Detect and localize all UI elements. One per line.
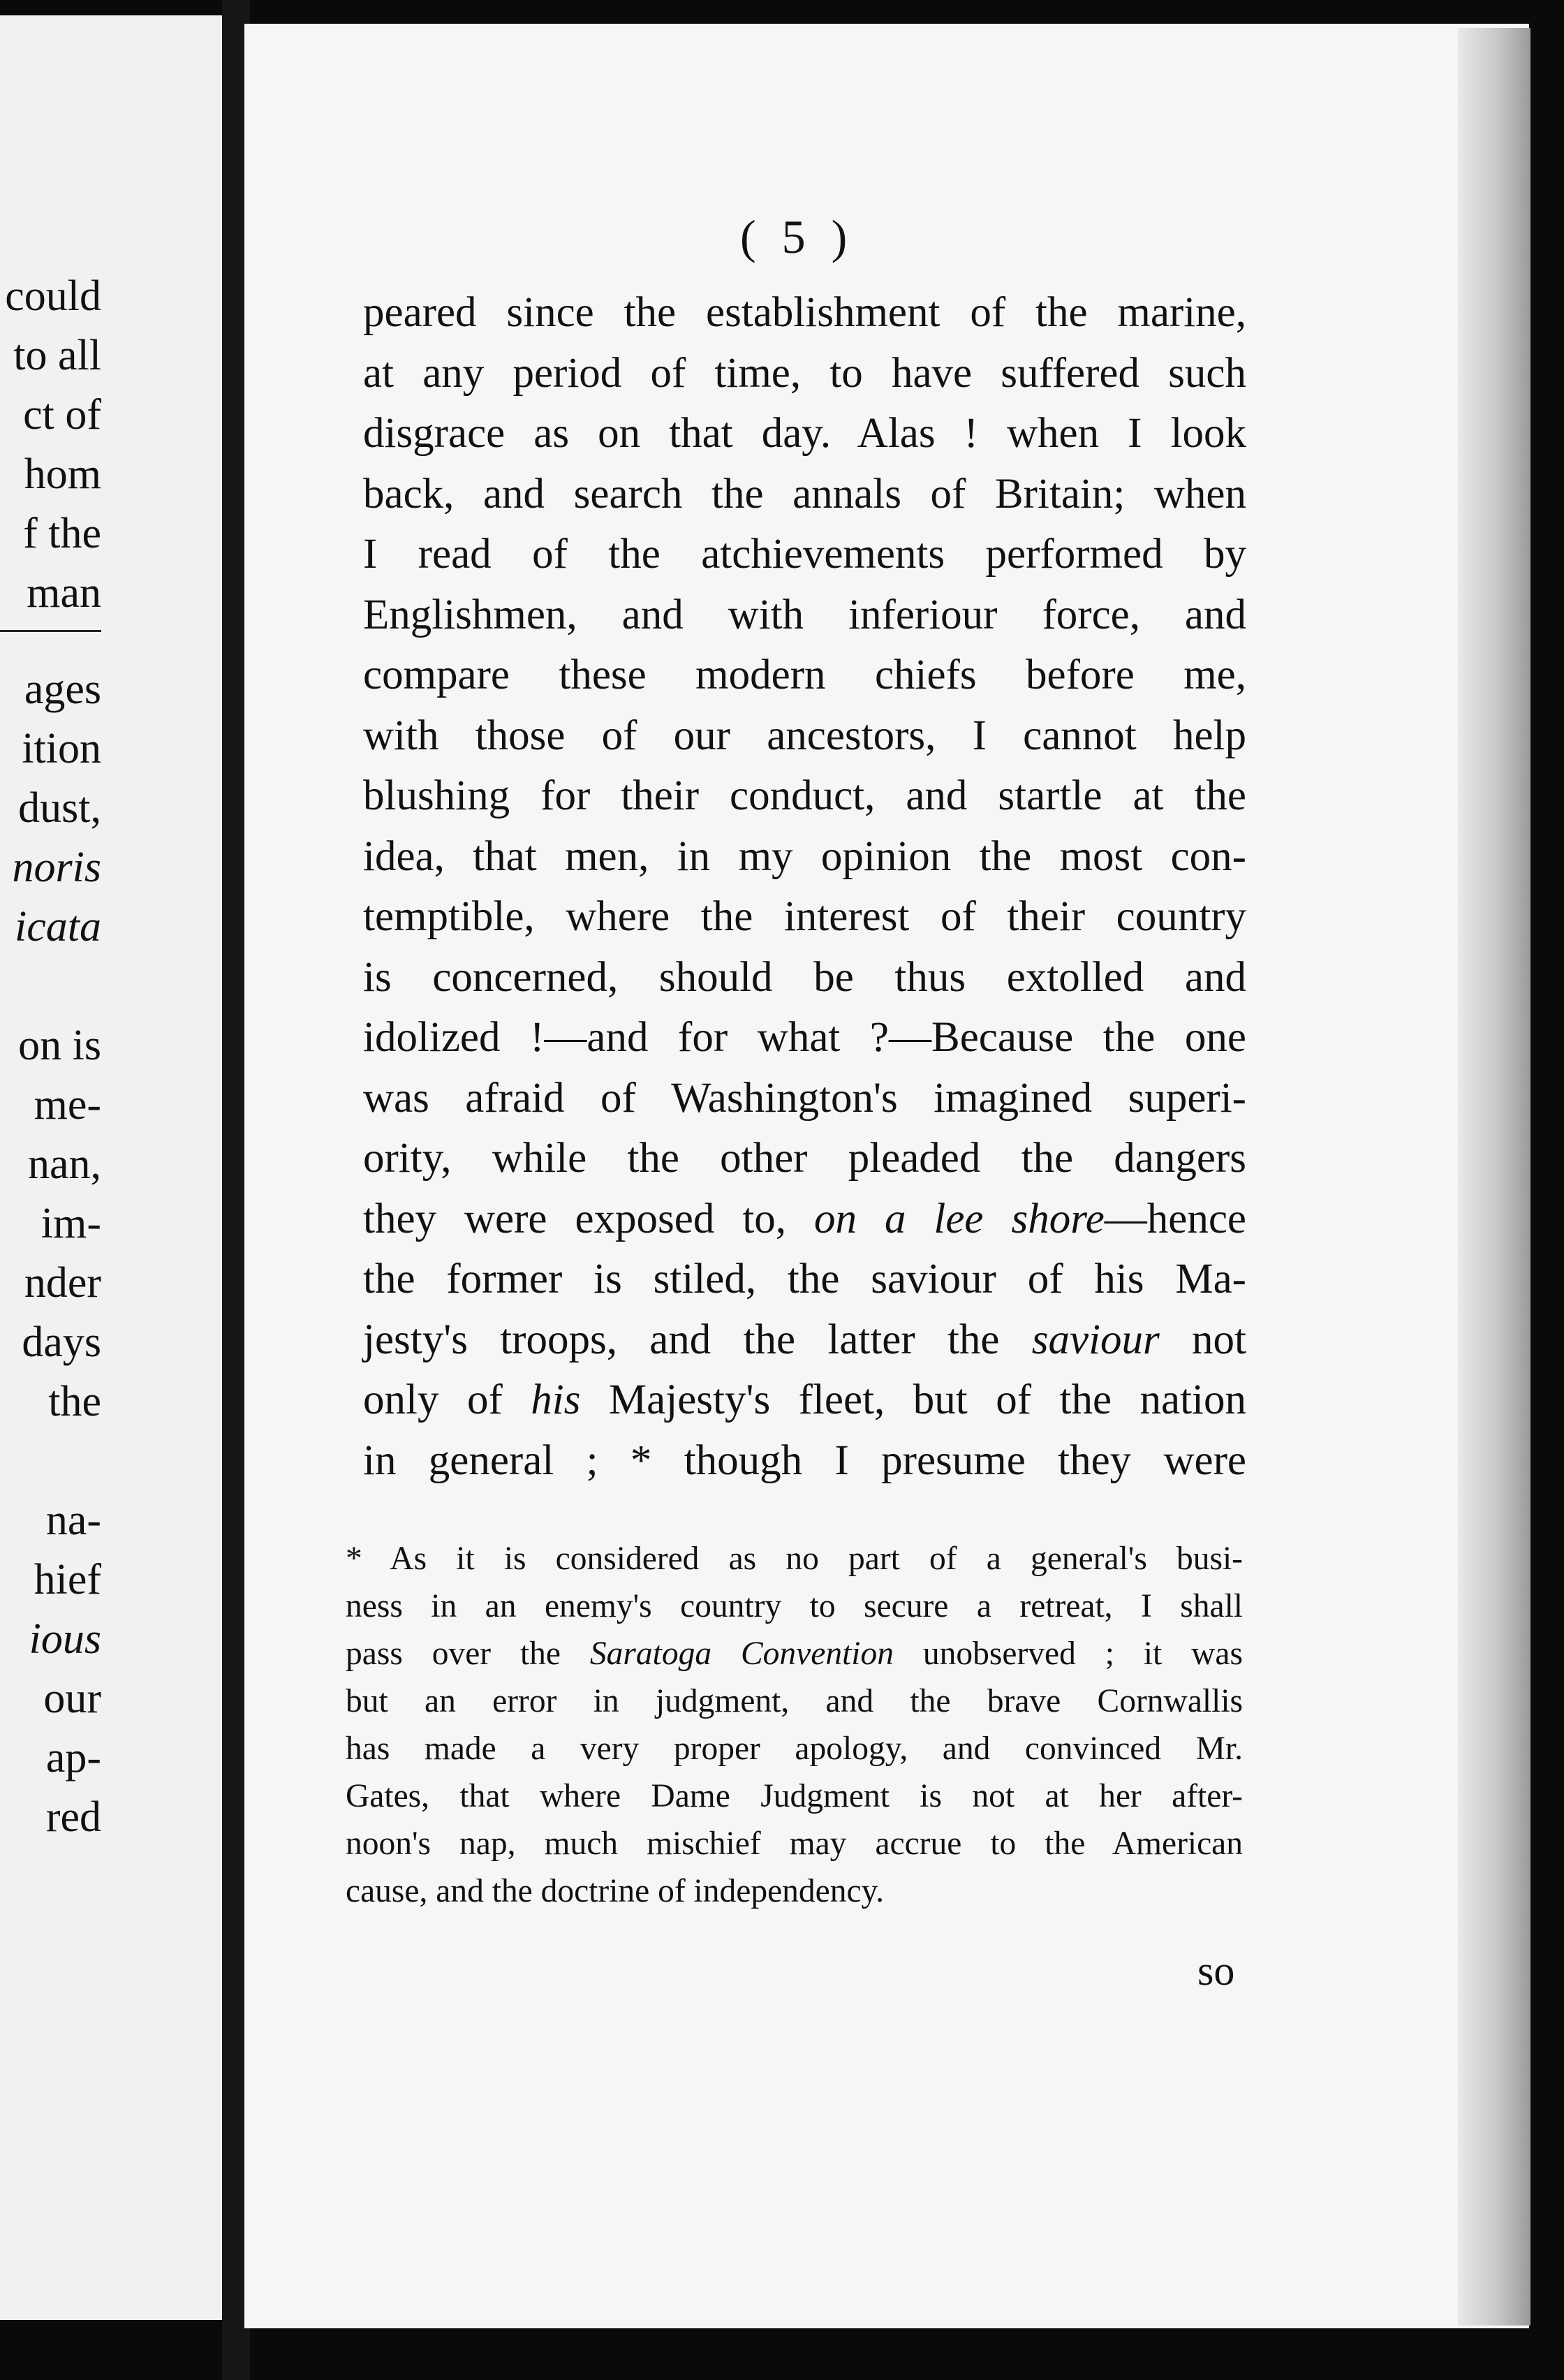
left-page-fragment: our bbox=[43, 1675, 101, 1722]
left-page-fragment: ition bbox=[22, 725, 101, 772]
body-line: blushing for their conduct, and startle at the bbox=[363, 772, 1246, 819]
left-page-fragment: nan, bbox=[27, 1140, 101, 1188]
left-page-fragment: ct of bbox=[23, 391, 101, 439]
left-page-fragment: noris bbox=[12, 844, 101, 891]
left-page-fragment: man bbox=[27, 569, 101, 617]
left-page-fragment: ap- bbox=[45, 1734, 101, 1782]
body-line-italic: on a lee shore bbox=[813, 1195, 1105, 1242]
footnote-line: has made a very proper apology, and convinced Mr. bbox=[346, 1731, 1243, 1767]
left-page-fragment: hief bbox=[34, 1556, 101, 1603]
body-line: ority, while the other pleaded the dangers bbox=[363, 1135, 1246, 1182]
body-line: peared since the establishment of the marine, bbox=[363, 289, 1246, 336]
footnote-line: noon's nap, much mischief may accrue to the American bbox=[346, 1826, 1243, 1862]
body-line-italic: saviour bbox=[1031, 1316, 1160, 1363]
body-line-segment: jesty's troops, and the latter the bbox=[363, 1316, 1032, 1363]
left-page-fragment: icata bbox=[15, 903, 101, 950]
body-line: compare these modern chiefs before me, bbox=[363, 652, 1246, 698]
body-text bbox=[363, 283, 1246, 1491]
body-line: Englishmen, and with inferiour force, and bbox=[363, 591, 1246, 638]
body-line bbox=[363, 1370, 1246, 1431]
left-page-fragment: me- bbox=[34, 1081, 101, 1129]
body-line: in general ; * though I presume they were bbox=[363, 1437, 1246, 1484]
body-line: idea, that men, in my opinion the most con- bbox=[363, 832, 1246, 880]
body-line bbox=[363, 1310, 1246, 1371]
body-line: back, and search the annals of Britain; when bbox=[363, 470, 1246, 517]
left-page-fragment: na- bbox=[45, 1497, 101, 1544]
left-page-fragment: could bbox=[5, 272, 101, 320]
page-edge-shadow bbox=[1458, 28, 1530, 2326]
left-page-fragment: the bbox=[48, 1378, 101, 1425]
left-page-fragment: to all bbox=[13, 332, 101, 379]
page-number: ( 5 ) bbox=[740, 210, 855, 263]
footnote-line-segment: pass over the bbox=[346, 1636, 590, 1672]
left-page-fragment: ious bbox=[29, 1615, 101, 1663]
body-line: disgrace as on that day. Alas ! when I look bbox=[363, 410, 1246, 457]
left-page-text-fragments bbox=[0, 267, 101, 1847]
body-line-segment: only of bbox=[363, 1376, 531, 1423]
catchword: so bbox=[1197, 1948, 1235, 1994]
left-page-fragment bbox=[0, 957, 101, 1016]
left-page-fragment bbox=[0, 1432, 101, 1491]
footnote-line: * As it is considered as no part of a general's busi- bbox=[346, 1541, 1243, 1577]
footnote-line: cause, and the doctrine of independency. bbox=[346, 1873, 885, 1909]
footnote-line bbox=[346, 1630, 1243, 1677]
left-page-fragment: f the bbox=[23, 510, 101, 557]
body-line: temptible, where the interest of their country bbox=[363, 893, 1246, 940]
left-page-fragment: im- bbox=[40, 1200, 101, 1247]
body-line: the former is stiled, the saviour of his Ma- bbox=[363, 1256, 1246, 1302]
body-line-segment: —hence bbox=[1104, 1195, 1246, 1242]
body-line-segment: they were exposed to, bbox=[363, 1195, 814, 1242]
left-page-fragment: nder bbox=[24, 1259, 101, 1307]
footnote-line: but an error in judgment, and the brave Cornwallis bbox=[346, 1683, 1243, 1719]
body-line-segment: not bbox=[1159, 1316, 1246, 1363]
left-page-fragment: days bbox=[22, 1318, 101, 1366]
body-line-italic: his bbox=[531, 1376, 581, 1423]
left-page-fragment: red bbox=[45, 1793, 101, 1841]
body-line-segment: Majesty's fleet, but of the nation bbox=[580, 1376, 1246, 1423]
left-page-fragment bbox=[0, 630, 101, 632]
footnote-line: ness in an enemy's country to secure a retreat, I shall bbox=[346, 1588, 1243, 1624]
body-line: was afraid of Washington's imagined superi- bbox=[363, 1074, 1246, 1122]
body-line bbox=[363, 1189, 1246, 1250]
footnote bbox=[346, 1535, 1243, 1915]
footnote-line-segment: unobserved ; it was bbox=[894, 1636, 1244, 1672]
body-line: I read of the atchievements performed by bbox=[363, 531, 1246, 578]
footnote-line-italic: Saratoga Convention bbox=[589, 1636, 894, 1672]
left-page-fragment: hom bbox=[24, 450, 101, 498]
left-page bbox=[0, 15, 222, 2320]
body-line: with those of our ancestors, I cannot help bbox=[363, 712, 1246, 759]
body-line: at any period of time, to have suffered such bbox=[363, 349, 1246, 397]
left-page-fragment: on is bbox=[18, 1022, 101, 1069]
body-line: is concerned, should be thus extolled and bbox=[363, 953, 1246, 1001]
body-line: idolized !—and for what ?—Because the one bbox=[363, 1014, 1246, 1061]
footnote-line: Gates, that where Dame Judgment is not at her after- bbox=[346, 1778, 1243, 1814]
left-page-fragment: dust, bbox=[18, 784, 101, 832]
left-page-fragment: ages bbox=[24, 666, 101, 713]
